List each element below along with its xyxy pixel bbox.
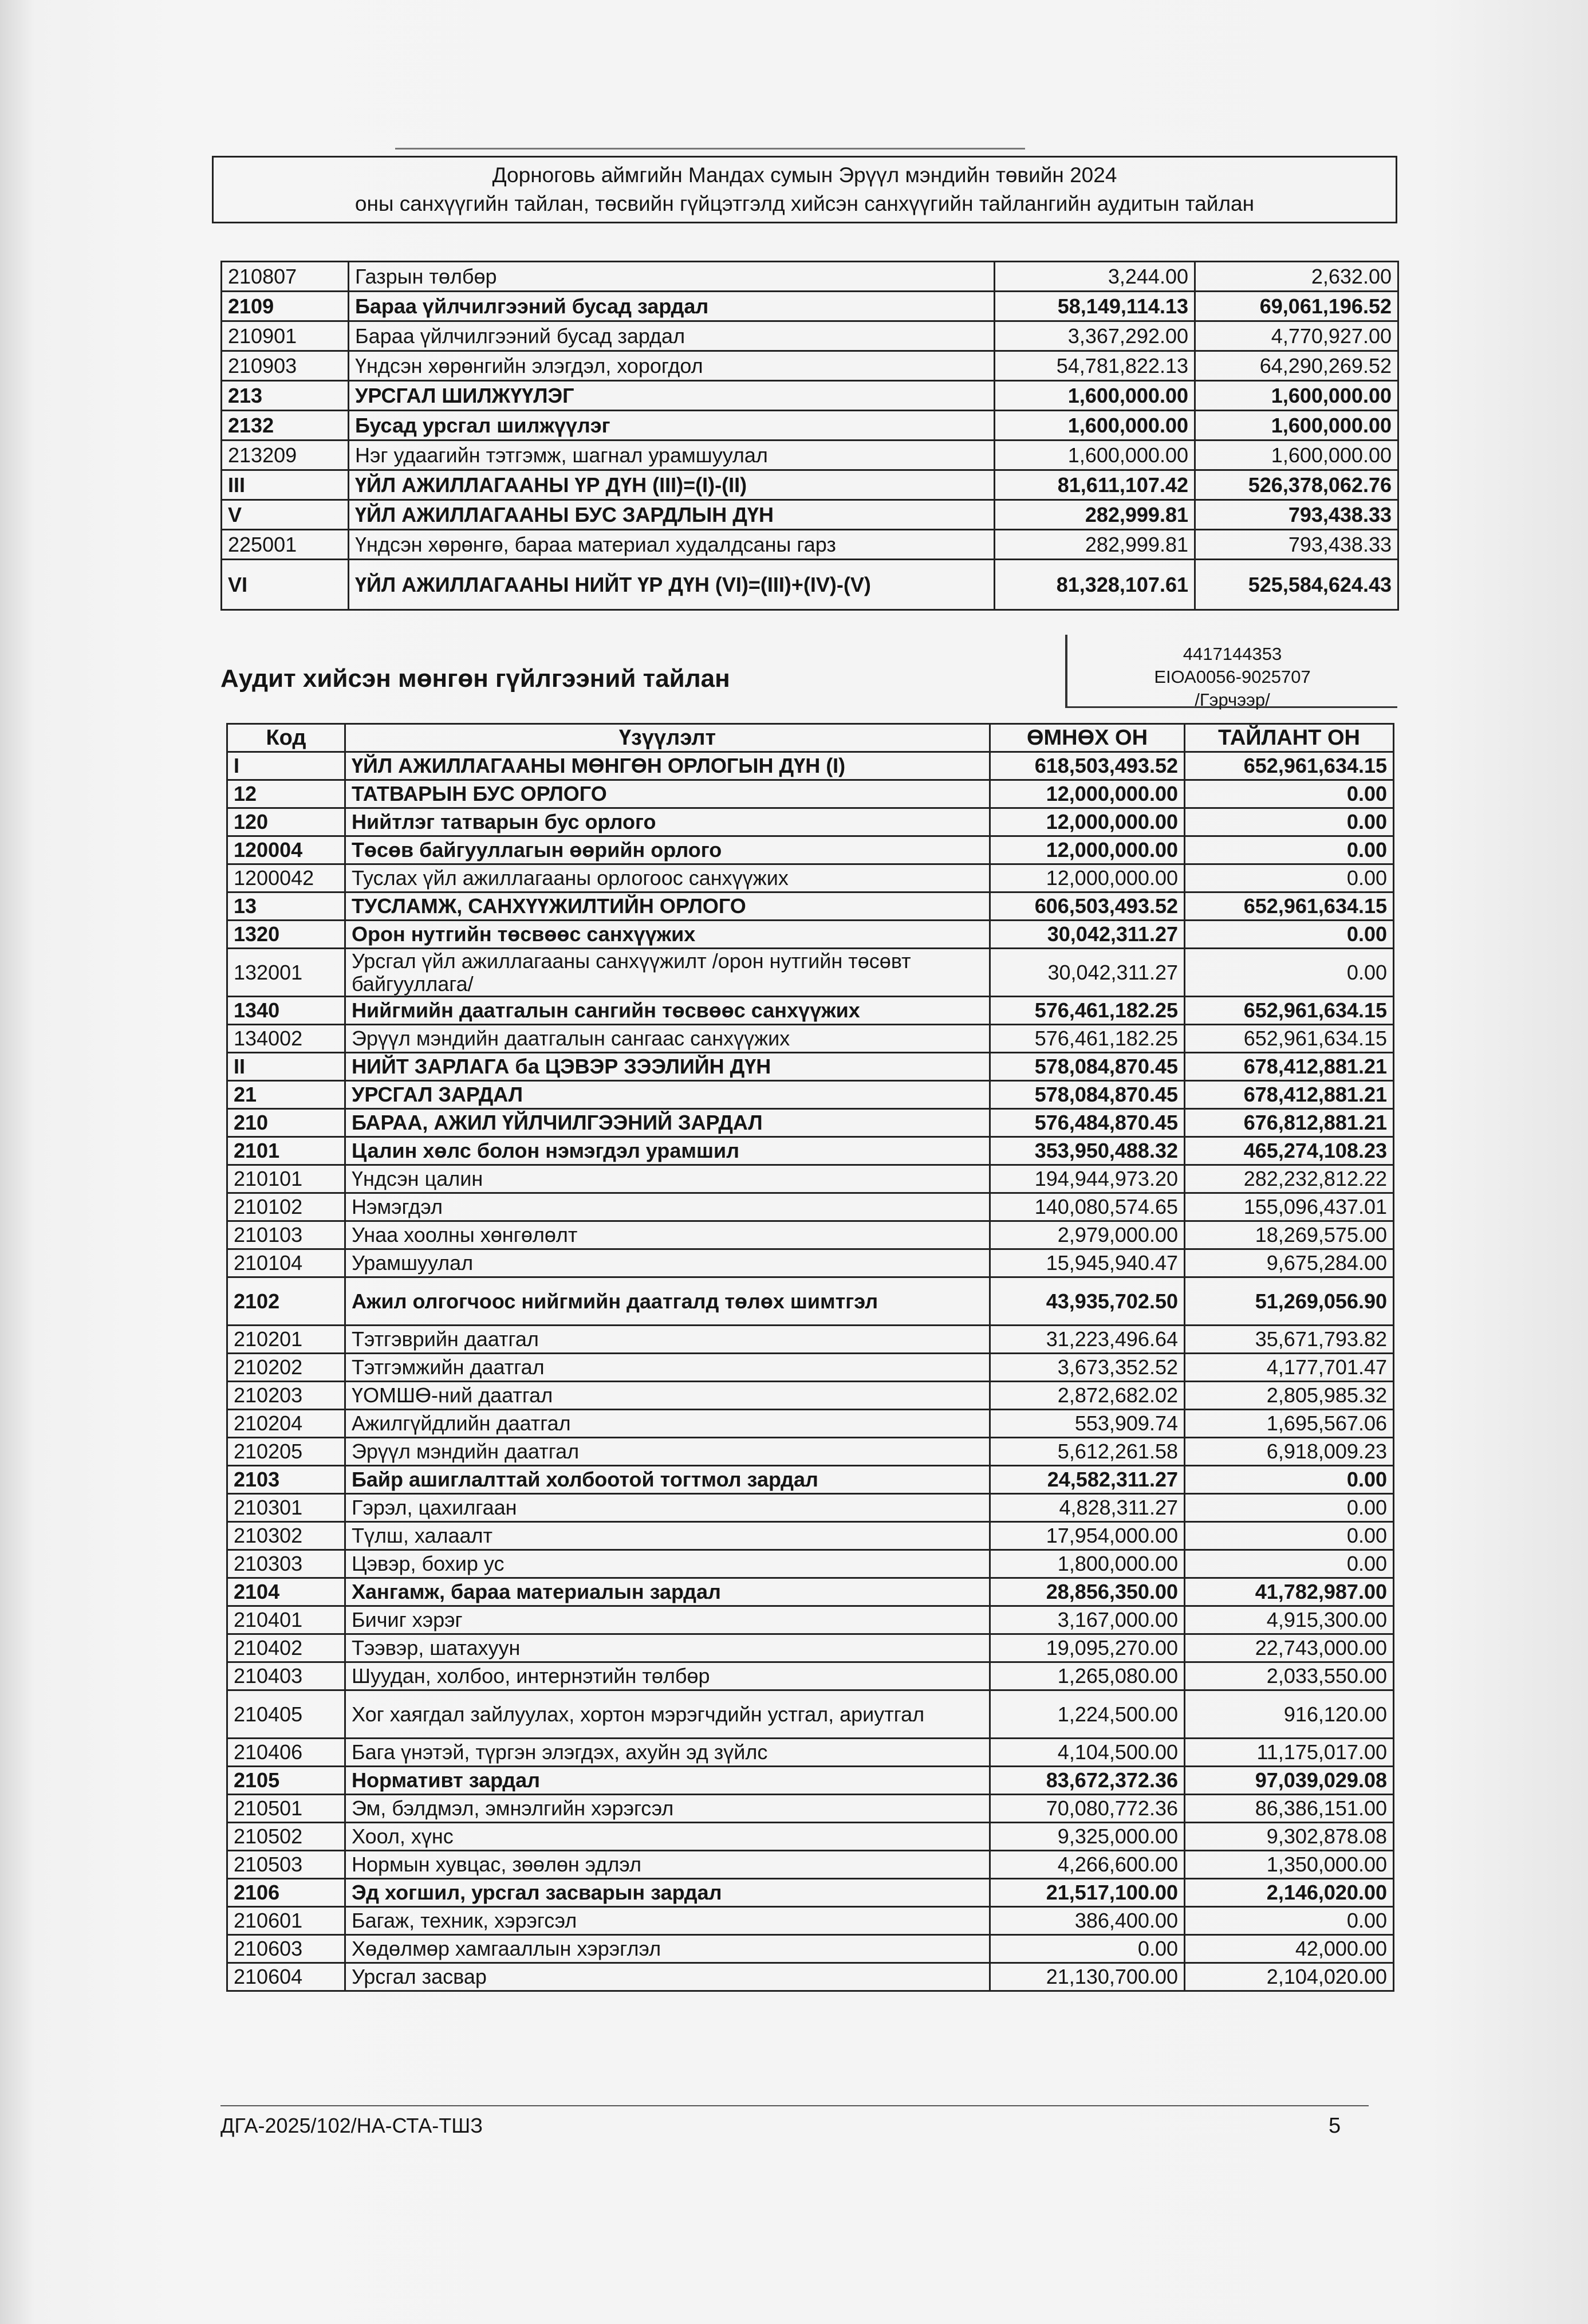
row-prev-year-value: 1,800,000.00 <box>990 1550 1185 1578</box>
table-row <box>227 1907 1394 1935</box>
table-row <box>222 530 1398 560</box>
row-label: Түлш, халаалт <box>345 1522 990 1550</box>
table-row <box>227 1277 1394 1326</box>
row-current-year-value: 676,812,881.21 <box>1185 1109 1394 1137</box>
row-label: ҮОМШӨ-ний даатгал <box>345 1382 990 1410</box>
row-label: Гэрэл, цахилгаан <box>345 1494 990 1522</box>
row-code: 2105 <box>227 1767 345 1795</box>
row-label: Орон нутгийн төсвөөс санхүүжих <box>345 921 990 949</box>
header-prev-year: ӨМНӨХ ОН <box>990 724 1185 752</box>
table-row <box>227 836 1394 864</box>
row-current-year-value: 97,039,029.08 <box>1185 1767 1394 1795</box>
row-prev-year-value: 1,265,080.00 <box>990 1662 1185 1690</box>
row-prev-year-value: 386,400.00 <box>990 1907 1185 1935</box>
footer-rule <box>220 2105 1369 2106</box>
row-label: ҮЙЛ АЖИЛЛАГААНЫ МӨНГӨН ОРЛОГЫН ДҮН (I) <box>345 752 990 780</box>
table-row <box>227 1354 1394 1382</box>
row-label: Ажил олгогчоос нийгмийн даатгалд төлөх шимтгэл <box>345 1277 990 1326</box>
table-row <box>227 892 1394 921</box>
row-current-year-value: 4,915,300.00 <box>1185 1606 1394 1634</box>
header-line-1: Дорноговь аймгийн Мандах сумын Эрүүл мэндийн төвийн 2024 <box>492 163 1117 187</box>
row-prev-year-value: 140,080,574.65 <box>990 1193 1185 1221</box>
row-code: 210604 <box>227 1963 345 1991</box>
row-label: Нормын хувцас, зөөлөн эдлэл <box>345 1851 990 1879</box>
row-prev-year-value: 24,582,311.27 <box>990 1466 1185 1494</box>
row-prev-year-value: 553,909.74 <box>990 1410 1185 1438</box>
header-name: Үзүүлэлт <box>345 724 990 752</box>
table-row <box>227 949 1394 997</box>
row-label: Бага үнэтэй, түргэн элэгдэх, ахуйн эд зүйлс <box>345 1739 990 1767</box>
row-current-year-value: 0.00 <box>1185 864 1394 892</box>
table-row <box>227 1662 1394 1690</box>
row-code: 210405 <box>227 1690 345 1739</box>
row-prev-year-value: 3,367,292.00 <box>995 321 1195 351</box>
header-code: Код <box>227 724 345 752</box>
row-code: 13 <box>227 892 345 921</box>
row-current-year-value: 41,782,987.00 <box>1185 1578 1394 1606</box>
header-current-year: ТАЙЛАНТ ОН <box>1185 724 1394 752</box>
row-label: Эрүүл мэндийн даатгал <box>345 1438 990 1466</box>
row-label: Үндсэн хөрөнгийн элэгдэл, хорогдол <box>349 351 995 381</box>
row-prev-year-value: 81,611,107.42 <box>995 470 1195 500</box>
row-code: 210205 <box>227 1438 345 1466</box>
row-code: III <box>222 470 349 500</box>
table-row <box>227 1438 1394 1466</box>
row-current-year-value: 0.00 <box>1185 1494 1394 1522</box>
row-prev-year-value: 1,600,000.00 <box>995 441 1195 470</box>
table-row <box>227 1494 1394 1522</box>
row-label: Унаа хоолны хөнгөлөлт <box>345 1221 990 1249</box>
row-label: Урсгал засвар <box>345 1963 990 1991</box>
table-row <box>227 1935 1394 1963</box>
row-current-year-value: 11,175,017.00 <box>1185 1739 1394 1767</box>
row-current-year-value: 0.00 <box>1185 949 1394 997</box>
table-row <box>227 808 1394 836</box>
row-prev-year-value: 578,084,870.45 <box>990 1081 1185 1109</box>
row-prev-year-value: 17,954,000.00 <box>990 1522 1185 1550</box>
row-code: V <box>222 500 349 530</box>
row-current-year-value: 1,350,000.00 <box>1185 1851 1394 1879</box>
row-code: 210101 <box>227 1165 345 1193</box>
table-row <box>227 1606 1394 1634</box>
table-row <box>222 351 1398 381</box>
row-prev-year-value: 9,325,000.00 <box>990 1823 1185 1851</box>
cash-flow-table <box>226 723 1394 1992</box>
row-label: Туслах үйл ажиллагааны орлогоос санхүүжих <box>345 864 990 892</box>
row-label: Цэвэр, бохир ус <box>345 1550 990 1578</box>
row-current-year-value: 0.00 <box>1185 921 1394 949</box>
row-current-year-value: 916,120.00 <box>1185 1690 1394 1739</box>
row-label: ҮЙЛ АЖИЛЛАГААНЫ НИЙТ ҮР ДҮН (VI)=(III)+(IV)-(V) <box>349 560 995 610</box>
row-current-year-value: 678,412,881.21 <box>1185 1081 1394 1109</box>
row-code: 210302 <box>227 1522 345 1550</box>
row-code: 210204 <box>227 1410 345 1438</box>
row-code: 210501 <box>227 1795 345 1823</box>
row-code: 134002 <box>227 1025 345 1053</box>
row-current-year-value: 282,232,812.22 <box>1185 1165 1394 1193</box>
row-prev-year-value: 12,000,000.00 <box>990 808 1185 836</box>
row-code: 210903 <box>222 351 349 381</box>
row-prev-year-value: 282,999.81 <box>995 530 1195 560</box>
row-code: 120004 <box>227 836 345 864</box>
table-row <box>227 1739 1394 1767</box>
row-label: Байр ашиглалттай холбоотой тогтмол зардал <box>345 1466 990 1494</box>
row-current-year-value: 22,743,000.00 <box>1185 1634 1394 1662</box>
row-current-year-value: 9,302,878.08 <box>1185 1823 1394 1851</box>
row-label: Хог хаягдал зайлуулах, хортон мэрэгчдийн устгал, ариутгал <box>345 1690 990 1739</box>
row-current-year-value: 0.00 <box>1185 808 1394 836</box>
table-row <box>227 1767 1394 1795</box>
table-row <box>227 921 1394 949</box>
row-current-year-value: 652,961,634.15 <box>1185 1025 1394 1053</box>
row-current-year-value: 678,412,881.21 <box>1185 1053 1394 1081</box>
row-prev-year-value: 81,328,107.61 <box>995 560 1195 610</box>
row-current-year-value: 793,438.33 <box>1195 530 1398 560</box>
row-current-year-value: 86,386,151.00 <box>1185 1795 1394 1823</box>
table-row <box>222 441 1398 470</box>
row-prev-year-value: 606,503,493.52 <box>990 892 1185 921</box>
row-label: Газрын төлбөр <box>349 262 995 292</box>
table-header-row <box>227 724 1394 752</box>
row-prev-year-value: 30,042,311.27 <box>990 949 1185 997</box>
row-prev-year-value: 12,000,000.00 <box>990 780 1185 808</box>
section-title: Аудит хийсэн мөнгөн гүйлгээний тайлан <box>220 664 730 693</box>
table-row <box>227 1963 1394 1991</box>
row-code: 210901 <box>222 321 349 351</box>
row-label: Эд хогшил, урсгал засварын зардал <box>345 1879 990 1907</box>
table-row <box>227 1053 1394 1081</box>
row-prev-year-value: 578,084,870.45 <box>990 1053 1185 1081</box>
row-prev-year-value: 28,856,350.00 <box>990 1578 1185 1606</box>
row-prev-year-value: 4,104,500.00 <box>990 1739 1185 1767</box>
row-code: 213 <box>222 381 349 411</box>
row-current-year-value: 1,600,000.00 <box>1195 441 1398 470</box>
row-code: 210603 <box>227 1935 345 1963</box>
row-prev-year-value: 4,828,311.27 <box>990 1494 1185 1522</box>
audit-stamp <box>1065 635 1397 708</box>
row-code: 210102 <box>227 1193 345 1221</box>
row-current-year-value: 2,104,020.00 <box>1185 1963 1394 1991</box>
row-code: 1200042 <box>227 864 345 892</box>
row-prev-year-value: 3,167,000.00 <box>990 1606 1185 1634</box>
table-row <box>227 1109 1394 1137</box>
row-current-year-value: 4,177,701.47 <box>1185 1354 1394 1382</box>
row-label: НИЙТ ЗАРЛАГА ба ЦЭВЭР ЗЭЭЛИЙН ДҮН <box>345 1053 990 1081</box>
row-code: 210301 <box>227 1494 345 1522</box>
row-current-year-value: 652,961,634.15 <box>1185 752 1394 780</box>
row-current-year-value: 155,096,437.01 <box>1185 1193 1394 1221</box>
row-label: Нэг удаагийн тэтгэмж, шагнал урамшуулал <box>349 441 995 470</box>
row-current-year-value: 1,600,000.00 <box>1195 381 1398 411</box>
row-code: 210503 <box>227 1851 345 1879</box>
row-code: I <box>227 752 345 780</box>
row-prev-year-value: 54,781,822.13 <box>995 351 1195 381</box>
row-code: 2102 <box>227 1277 345 1326</box>
table-row <box>227 1795 1394 1823</box>
stamp-line-3: /Гэрчээр/ <box>1195 690 1270 710</box>
row-code: 210201 <box>227 1326 345 1354</box>
row-label: Эм, бэлдмэл, эмнэлгийн хэрэгсэл <box>345 1795 990 1823</box>
stamp-line-2: ЕІОА0056-9025707 <box>1154 667 1311 687</box>
row-code: 210807 <box>222 262 349 292</box>
footer-document-code: ДГА-2025/102/НА-СТА-ТШЗ <box>220 2114 483 2137</box>
row-code: 210401 <box>227 1606 345 1634</box>
row-code: 210403 <box>227 1662 345 1690</box>
row-current-year-value: 42,000.00 <box>1185 1935 1394 1963</box>
row-code: 132001 <box>227 949 345 997</box>
row-code: 225001 <box>222 530 349 560</box>
row-prev-year-value: 1,600,000.00 <box>995 411 1195 441</box>
row-code: 210303 <box>227 1550 345 1578</box>
row-code: 210502 <box>227 1823 345 1851</box>
row-prev-year-value: 0.00 <box>990 1935 1185 1963</box>
row-code: 2103 <box>227 1466 345 1494</box>
row-label: Тэтгэврийн даатгал <box>345 1326 990 1354</box>
row-current-year-value: 1,695,567.06 <box>1185 1410 1394 1438</box>
row-current-year-value: 6,918,009.23 <box>1185 1438 1394 1466</box>
row-label: Багаж, техник, хэрэгсэл <box>345 1907 990 1935</box>
row-label: Үндсэн хөрөнгө, бараа материал худалдсаны гарз <box>349 530 995 560</box>
row-label: Бусад урсгал шилжүүлэг <box>349 411 995 441</box>
table-row <box>227 1025 1394 1053</box>
header-top-rule <box>395 148 1025 150</box>
row-label: ҮЙЛ АЖИЛЛАГААНЫ БУС ЗАРДЛЫН ДҮН <box>349 500 995 530</box>
row-label: Нэмэгдэл <box>345 1193 990 1221</box>
row-prev-year-value: 12,000,000.00 <box>990 864 1185 892</box>
row-code: 210402 <box>227 1634 345 1662</box>
table-row <box>227 1550 1394 1578</box>
row-label: Хоол, хүнс <box>345 1823 990 1851</box>
row-prev-year-value: 4,266,600.00 <box>990 1851 1185 1879</box>
row-prev-year-value: 1,600,000.00 <box>995 381 1195 411</box>
row-current-year-value: 1,600,000.00 <box>1195 411 1398 441</box>
row-label: ТУСЛАМЖ, САНХҮҮЖИЛТИЙН ОРЛОГО <box>345 892 990 921</box>
table-row <box>227 1823 1394 1851</box>
row-code: 2101 <box>227 1137 345 1165</box>
row-label: Урсгал үйл ажиллагааны санхүүжилт /орон нутгийн төсөвт байгууллага/ <box>345 949 990 997</box>
document-header <box>212 156 1397 223</box>
row-current-year-value: 652,961,634.15 <box>1185 997 1394 1025</box>
row-prev-year-value: 21,130,700.00 <box>990 1963 1185 1991</box>
table-row <box>227 1578 1394 1606</box>
row-prev-year-value: 3,244.00 <box>995 262 1195 292</box>
table-row <box>222 411 1398 441</box>
row-prev-year-value: 3,673,352.52 <box>990 1354 1185 1382</box>
row-current-year-value: 69,061,196.52 <box>1195 292 1398 321</box>
table-row <box>227 1410 1394 1438</box>
row-code: 1320 <box>227 921 345 949</box>
row-prev-year-value: 31,223,496.64 <box>990 1326 1185 1354</box>
table-row <box>227 1879 1394 1907</box>
row-label: Эрүүл мэндийн даатгалын сангаас санхүүжих <box>345 1025 990 1053</box>
row-code: II <box>227 1053 345 1081</box>
row-current-year-value: 525,584,624.43 <box>1195 560 1398 610</box>
row-label: Бараа үйлчилгээний бусад зардал <box>349 292 995 321</box>
row-label: Шуудан, холбоо, интернэтийн төлбөр <box>345 1662 990 1690</box>
row-code: 210104 <box>227 1249 345 1277</box>
table-row <box>222 500 1398 530</box>
row-current-year-value: 2,805,985.32 <box>1185 1382 1394 1410</box>
row-code: 210202 <box>227 1354 345 1382</box>
row-code: 213209 <box>222 441 349 470</box>
row-current-year-value: 0.00 <box>1185 1522 1394 1550</box>
row-prev-year-value: 70,080,772.36 <box>990 1795 1185 1823</box>
row-prev-year-value: 2,979,000.00 <box>990 1221 1185 1249</box>
row-prev-year-value: 353,950,488.32 <box>990 1137 1185 1165</box>
row-prev-year-value: 15,945,940.47 <box>990 1249 1185 1277</box>
row-current-year-value: 35,671,793.82 <box>1185 1326 1394 1354</box>
row-code: 2106 <box>227 1879 345 1907</box>
table-row <box>222 560 1398 610</box>
table-row <box>227 1690 1394 1739</box>
row-current-year-value: 0.00 <box>1185 1550 1394 1578</box>
row-prev-year-value: 282,999.81 <box>995 500 1195 530</box>
row-label: Цалин хөлс болон нэмэгдэл урамшил <box>345 1137 990 1165</box>
table-row <box>227 1137 1394 1165</box>
row-current-year-value: 2,632.00 <box>1195 262 1398 292</box>
row-label: Хөдөлмөр хамгааллын хэрэглэл <box>345 1935 990 1963</box>
table-row <box>227 1634 1394 1662</box>
top-results-table <box>220 261 1399 611</box>
row-label: Үндсэн цалин <box>345 1165 990 1193</box>
row-current-year-value: 526,378,062.76 <box>1195 470 1398 500</box>
row-prev-year-value: 12,000,000.00 <box>990 836 1185 864</box>
row-current-year-value: 0.00 <box>1185 1907 1394 1935</box>
page-number: 5 <box>1329 2114 1341 2138</box>
table-row <box>227 1221 1394 1249</box>
row-label: УРСГАЛ ЗАРДАЛ <box>345 1081 990 1109</box>
row-current-year-value: 2,033,550.00 <box>1185 1662 1394 1690</box>
row-code: 210203 <box>227 1382 345 1410</box>
row-prev-year-value: 43,935,702.50 <box>990 1277 1185 1326</box>
row-code: 2132 <box>222 411 349 441</box>
row-prev-year-value: 194,944,973.20 <box>990 1165 1185 1193</box>
row-current-year-value: 652,961,634.15 <box>1185 892 1394 921</box>
table-row <box>227 1326 1394 1354</box>
row-label: Төсөв байгууллагын өөрийн орлого <box>345 836 990 864</box>
row-current-year-value: 2,146,020.00 <box>1185 1879 1394 1907</box>
header-line-2: оны санхүүгийн тайлан, төсвийн гүйцэтгэлд хийсэн санхүүгийн тайлангийн аудитын тайлан <box>354 192 1255 215</box>
row-current-year-value: 51,269,056.90 <box>1185 1277 1394 1326</box>
row-label: Бараа үйлчилгээний бусад зардал <box>349 321 995 351</box>
table-row <box>227 1165 1394 1193</box>
table-row <box>222 381 1398 411</box>
row-prev-year-value: 21,517,100.00 <box>990 1879 1185 1907</box>
row-current-year-value: 9,675,284.00 <box>1185 1249 1394 1277</box>
row-current-year-value: 0.00 <box>1185 780 1394 808</box>
row-code: 1340 <box>227 997 345 1025</box>
row-code: 210103 <box>227 1221 345 1249</box>
row-prev-year-value: 19,095,270.00 <box>990 1634 1185 1662</box>
row-label: Нормативт зардал <box>345 1767 990 1795</box>
row-label: ҮЙЛ АЖИЛЛАГААНЫ ҮР ДҮН (III)=(I)-(II) <box>349 470 995 500</box>
table-row <box>227 1193 1394 1221</box>
row-label: Урамшуулал <box>345 1249 990 1277</box>
row-code: 21 <box>227 1081 345 1109</box>
table-row <box>227 1851 1394 1879</box>
row-current-year-value: 0.00 <box>1185 1466 1394 1494</box>
row-current-year-value: 64,290,269.52 <box>1195 351 1398 381</box>
row-current-year-value: 18,269,575.00 <box>1185 1221 1394 1249</box>
table-row <box>222 262 1398 292</box>
row-label: Тээвэр, шатахуун <box>345 1634 990 1662</box>
row-code: VI <box>222 560 349 610</box>
row-label: Нийтлэг татварын бус орлого <box>345 808 990 836</box>
stamp-line-1: 4417144353 <box>1183 644 1282 664</box>
row-current-year-value: 0.00 <box>1185 836 1394 864</box>
row-code: 2109 <box>222 292 349 321</box>
row-label: Бичиг хэрэг <box>345 1606 990 1634</box>
table-row <box>227 864 1394 892</box>
row-prev-year-value: 5,612,261.58 <box>990 1438 1185 1466</box>
table-row <box>227 1081 1394 1109</box>
row-prev-year-value: 30,042,311.27 <box>990 921 1185 949</box>
row-label: УРСГАЛ ШИЛЖҮҮЛЭГ <box>349 381 995 411</box>
row-prev-year-value: 576,461,182.25 <box>990 997 1185 1025</box>
table-row <box>227 1382 1394 1410</box>
table-row <box>227 1466 1394 1494</box>
row-label: Нийгмийн даатгалын сангийн төсвөөс санхүүжих <box>345 997 990 1025</box>
table-row <box>227 780 1394 808</box>
row-code: 120 <box>227 808 345 836</box>
row-code: 2104 <box>227 1578 345 1606</box>
table-row <box>222 321 1398 351</box>
row-label: Тэтгэмжийн даатгал <box>345 1354 990 1382</box>
table-row <box>222 292 1398 321</box>
row-label: Ажилгүйдлийн даатгал <box>345 1410 990 1438</box>
row-prev-year-value: 576,484,870.45 <box>990 1109 1185 1137</box>
table-row <box>227 1249 1394 1277</box>
row-current-year-value: 4,770,927.00 <box>1195 321 1398 351</box>
row-prev-year-value: 618,503,493.52 <box>990 752 1185 780</box>
table-row <box>227 752 1394 780</box>
row-prev-year-value: 2,872,682.02 <box>990 1382 1185 1410</box>
row-code: 210 <box>227 1109 345 1137</box>
row-label: Хангамж, бараа материалын зардал <box>345 1578 990 1606</box>
row-prev-year-value: 58,149,114.13 <box>995 292 1195 321</box>
row-prev-year-value: 83,672,372.36 <box>990 1767 1185 1795</box>
row-label: БАРАА, АЖИЛ ҮЙЛЧИЛГЭЭНИЙ ЗАРДАЛ <box>345 1109 990 1137</box>
row-code: 210406 <box>227 1739 345 1767</box>
table-row <box>227 997 1394 1025</box>
row-prev-year-value: 1,224,500.00 <box>990 1690 1185 1739</box>
row-label: ТАТВАРЫН БУС ОРЛОГО <box>345 780 990 808</box>
row-current-year-value: 465,274,108.23 <box>1185 1137 1394 1165</box>
row-code: 12 <box>227 780 345 808</box>
row-prev-year-value: 576,461,182.25 <box>990 1025 1185 1053</box>
table-row <box>227 1522 1394 1550</box>
table-row <box>222 470 1398 500</box>
row-current-year-value: 793,438.33 <box>1195 500 1398 530</box>
row-code: 210601 <box>227 1907 345 1935</box>
